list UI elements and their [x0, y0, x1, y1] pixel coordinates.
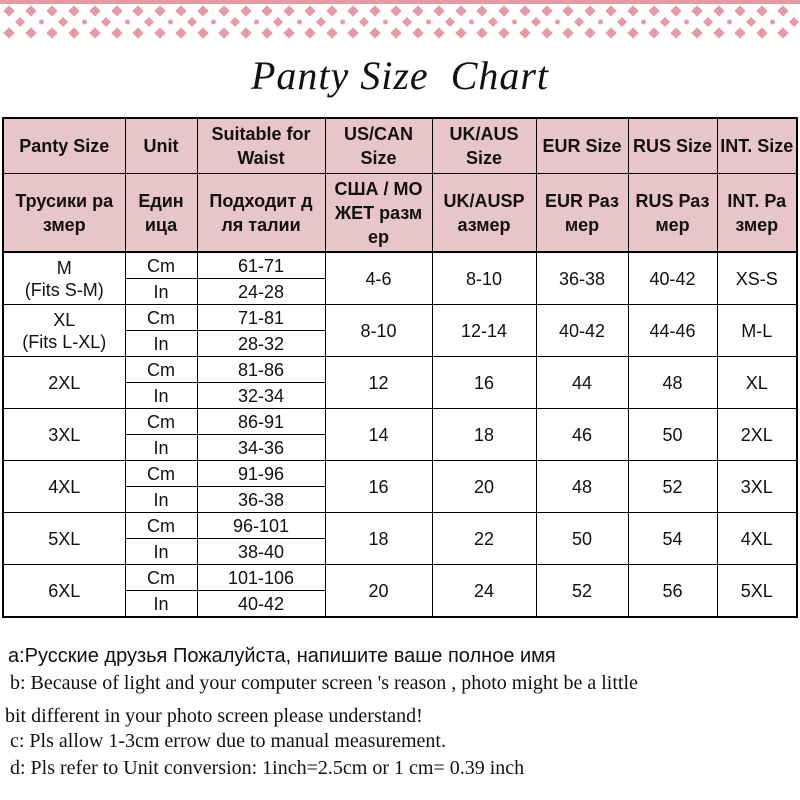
header-cell: Unit	[125, 118, 197, 174]
unit-cell: In	[125, 487, 197, 513]
note-a: a:Русские друзья Пожалуйста, напишите ваше полное имя	[8, 645, 556, 667]
snowflake-motif	[390, 5, 431, 38]
header-cell: RUS Size	[628, 118, 717, 174]
header-cell: Suitable for Waist	[197, 118, 325, 174]
border-top-line	[0, 0, 800, 4]
unit-cell: In	[125, 591, 197, 618]
waist-in-cell: 36-38	[197, 487, 325, 513]
header-cell: UK/AUSP азмер	[432, 174, 536, 253]
snowflake-motif	[3, 5, 44, 38]
header-row-russian	[3, 174, 797, 253]
unit-cell: In	[125, 383, 197, 409]
unit-cell: In	[125, 435, 197, 461]
size-cell: 2XL	[3, 357, 125, 409]
header-cell: EUR Size	[536, 118, 628, 174]
header-cell: Panty Size	[3, 118, 125, 174]
size-fits: (Fits L-XL)	[22, 331, 107, 352]
waist-cm-cell: 71-81	[197, 305, 325, 331]
eur-size-cell: 46	[536, 409, 628, 461]
snowflake-motif	[89, 5, 130, 38]
note-b: b: Because of light and your computer screen 's reason , photo might be a little	[10, 672, 638, 694]
size-cell	[3, 305, 125, 357]
snowflake-motif	[218, 5, 259, 38]
size-cell: 5XL	[3, 513, 125, 565]
us-can-size-cell: 4-6	[325, 252, 432, 305]
rus-size-cell: 52	[628, 461, 717, 513]
waist-cm-cell: 86-91	[197, 409, 325, 435]
snowflake-motif	[476, 5, 517, 38]
size-fits: (Fits S-M)	[24, 279, 104, 300]
header-cell: EUR Раз мер	[536, 174, 628, 253]
snowflake-motif	[175, 5, 216, 38]
snowflake-motif	[261, 5, 302, 38]
uk-aus-size-cell: 20	[432, 461, 536, 513]
unit-cell: Cm	[125, 513, 197, 539]
snowflake-motif	[605, 5, 646, 38]
unit-cell: Cm	[125, 252, 197, 279]
snowflake-motif	[648, 5, 689, 38]
unit-cell: Cm	[125, 565, 197, 591]
waist-in-cell: 38-40	[197, 539, 325, 565]
table-row	[3, 357, 797, 383]
uk-aus-size-cell: 8-10	[432, 252, 536, 305]
uk-aus-size-cell: 22	[432, 513, 536, 565]
rus-size-cell: 40-42	[628, 252, 717, 305]
unit-cell: Cm	[125, 357, 197, 383]
size-label: M	[56, 257, 72, 278]
waist-in-cell: 28-32	[197, 331, 325, 357]
header-cell: Трусики ра змер	[3, 174, 125, 253]
table-row	[3, 565, 797, 591]
snowflake-motif	[691, 5, 732, 38]
uk-aus-size-cell: 12-14	[432, 305, 536, 357]
header-cell: RUS Раз мер	[628, 174, 717, 253]
unit-cell: In	[125, 331, 197, 357]
snowflake-motif	[132, 5, 173, 38]
waist-cm-cell: 101-106	[197, 565, 325, 591]
table-row	[3, 461, 797, 487]
snowflake-motif	[304, 5, 345, 38]
us-can-size-cell: 8-10	[325, 305, 432, 357]
rus-size-cell: 44-46	[628, 305, 717, 357]
table-row	[3, 305, 797, 331]
unit-cell: Cm	[125, 461, 197, 487]
us-can-size-cell: 20	[325, 565, 432, 618]
eur-size-cell: 44	[536, 357, 628, 409]
waist-in-cell: 40-42	[197, 591, 325, 618]
rus-size-cell: 48	[628, 357, 717, 409]
snowflake-motif	[433, 5, 474, 38]
uk-aus-size-cell: 24	[432, 565, 536, 618]
unit-cell: In	[125, 539, 197, 565]
waist-in-cell: 24-28	[197, 279, 325, 305]
size-label: XL	[53, 309, 76, 330]
table-row	[3, 252, 797, 279]
header-row-english	[3, 118, 797, 174]
snowflake-motif	[777, 5, 800, 38]
int-size-cell: XS-S	[717, 252, 797, 305]
us-can-size-cell: 18	[325, 513, 432, 565]
unit-cell: Cm	[125, 409, 197, 435]
waist-cm-cell: 96-101	[197, 513, 325, 539]
snowflake-motif	[46, 5, 87, 38]
header-cell: Един ица	[125, 174, 197, 253]
snowflake-motif	[562, 5, 603, 38]
unit-cell: Cm	[125, 305, 197, 331]
int-size-cell: 5XL	[717, 565, 797, 618]
us-can-size-cell: 12	[325, 357, 432, 409]
int-size-cell: XL	[717, 357, 797, 409]
waist-cm-cell: 91-96	[197, 461, 325, 487]
size-cell: 4XL	[3, 461, 125, 513]
size-cell	[3, 252, 125, 305]
header-cell: INT. Size	[717, 118, 797, 174]
waist-cm-cell: 61-71	[197, 252, 325, 279]
table-row	[3, 513, 797, 539]
header-cell: INT. Ра змер	[717, 174, 797, 253]
waist-in-cell: 34-36	[197, 435, 325, 461]
rus-size-cell: 56	[628, 565, 717, 618]
uk-aus-size-cell: 16	[432, 357, 536, 409]
page-title: Panty Size Chart	[250, 53, 550, 98]
int-size-cell: 3XL	[717, 461, 797, 513]
note-b-continued: bit different in your photo screen please understand!	[5, 705, 423, 727]
header-cell: Подходит д ля талии	[197, 174, 325, 253]
table-row	[3, 409, 797, 435]
eur-size-cell: 36-38	[536, 252, 628, 305]
waist-cm-cell: 81-86	[197, 357, 325, 383]
header-cell: США / МО ЖЕТ разм ер	[325, 174, 432, 253]
note-c: c: Pls allow 1-3cm errow due to manual measurement.	[10, 730, 446, 752]
eur-size-cell: 52	[536, 565, 628, 618]
decorative-border	[0, 0, 800, 48]
snowflake-motif	[734, 5, 775, 38]
eur-size-cell: 48	[536, 461, 628, 513]
eur-size-cell: 40-42	[536, 305, 628, 357]
size-chart-table	[2, 117, 798, 618]
rus-size-cell: 54	[628, 513, 717, 565]
size-cell: 6XL	[3, 565, 125, 618]
us-can-size-cell: 16	[325, 461, 432, 513]
rus-size-cell: 50	[628, 409, 717, 461]
waist-in-cell: 32-34	[197, 383, 325, 409]
snowflake-motif	[347, 5, 388, 38]
us-can-size-cell: 14	[325, 409, 432, 461]
eur-size-cell: 50	[536, 513, 628, 565]
uk-aus-size-cell: 18	[432, 409, 536, 461]
unit-cell: In	[125, 279, 197, 305]
header-cell: US/CAN Size	[325, 118, 432, 174]
size-cell: 3XL	[3, 409, 125, 461]
header-cell: UK/AUS Size	[432, 118, 536, 174]
int-size-cell: 2XL	[717, 409, 797, 461]
note-d: d: Pls refer to Unit conversion: 1inch=2.5cm or 1 cm= 0.39 inch	[10, 757, 525, 779]
snowflake-motif	[519, 5, 560, 38]
int-size-cell: 4XL	[717, 513, 797, 565]
int-size-cell: M-L	[717, 305, 797, 357]
